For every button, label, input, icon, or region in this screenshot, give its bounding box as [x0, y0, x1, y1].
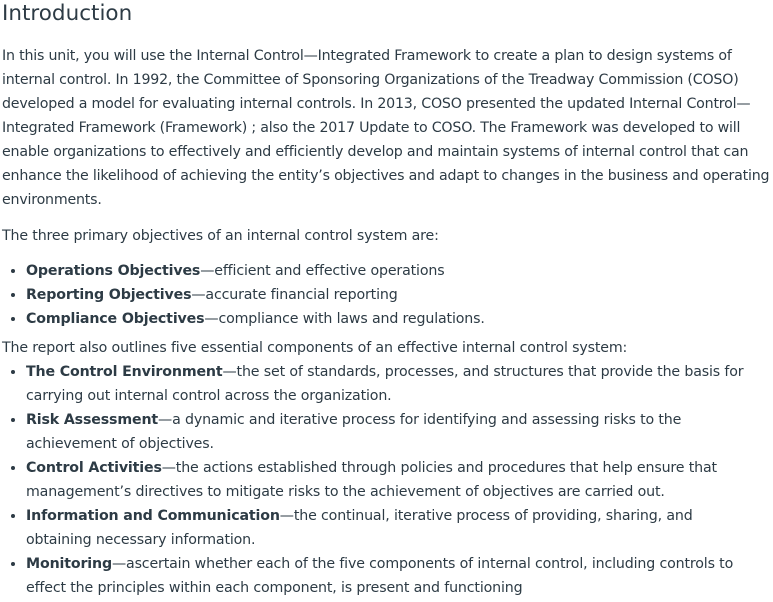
list-item-description: —the set of standards, processes, and structures that provide the basis for carrying out internal control across the organization.: [26, 364, 744, 404]
list-item-description: —a dynamic and iterative process for identifying and assessing risks to the achievement of objectives.: [26, 412, 682, 452]
list-item-description: —compliance with laws and regulations.: [204, 311, 485, 327]
list-item-description: —the actions established through policies and procedures that help ensure that management’s directives to mitigate risks to the achievement of objectives are carried out.: [26, 460, 717, 500]
list-item-compliance-objectives: [26, 307, 773, 331]
list-item-term: Operations Objectives: [26, 263, 201, 279]
list-item-risk-assessment: [26, 408, 761, 456]
list-item-description: —the continual, iterative process of providing, sharing, and obtaining necessary information.: [26, 508, 693, 548]
components-lead-text: The report also outlines five essential components of an effective internal control system:: [2, 340, 628, 356]
list-item-term: Monitoring: [26, 556, 112, 572]
list-item-monitoring: [26, 552, 761, 600]
page-title: Introduction: [2, 1, 133, 26]
list-item-term: The Control Environment: [26, 364, 223, 380]
list-item-term: Reporting Objectives: [26, 287, 192, 303]
content-body: [2, 44, 773, 600]
objectives-list: [2, 259, 773, 331]
objectives-lead-text: The three primary objectives of an internal control system are:: [2, 228, 439, 244]
list-item-term: Information and Communication: [26, 508, 280, 524]
list-item-control-activities: [26, 456, 761, 504]
components-list: [2, 360, 773, 600]
list-item-term: Risk Assessment: [26, 412, 159, 428]
list-item-reporting-objectives: [26, 283, 773, 307]
list-item-description: —efficient and effective operations: [200, 263, 445, 279]
list-item-term: Compliance Objectives: [26, 311, 205, 327]
list-item-operations-objectives: [26, 259, 773, 283]
intro-paragraph: In this unit, you will use the Internal Control—Integrated Framework to create a plan to design systems of internal control. In 1992, the Committee of Sponsoring Organizations of the Treadway Commission (COSO) developed a model for evaluating internal controls. In 2013, COSO presented the updated Internal Control—Integrated Framework (Framework) ; also the 2017 Update to COSO. The Framework was developed to will enable organizations to effectively and efficiently develop and maintain systems of internal control that can enhance the likelihood of achieving the entity’s objectives and adapt to changes in the business and operating environments.: [2, 48, 770, 208]
list-item-description: —ascertain whether each of the five components of internal control, including controls to effect the principles within each component, is present and functioning: [26, 556, 734, 596]
list-item-control-environment: [26, 360, 761, 408]
list-item-information-communication: [26, 504, 761, 552]
list-item-description: —accurate financial reporting: [191, 287, 398, 303]
list-item-term: Control Activities: [26, 460, 162, 476]
